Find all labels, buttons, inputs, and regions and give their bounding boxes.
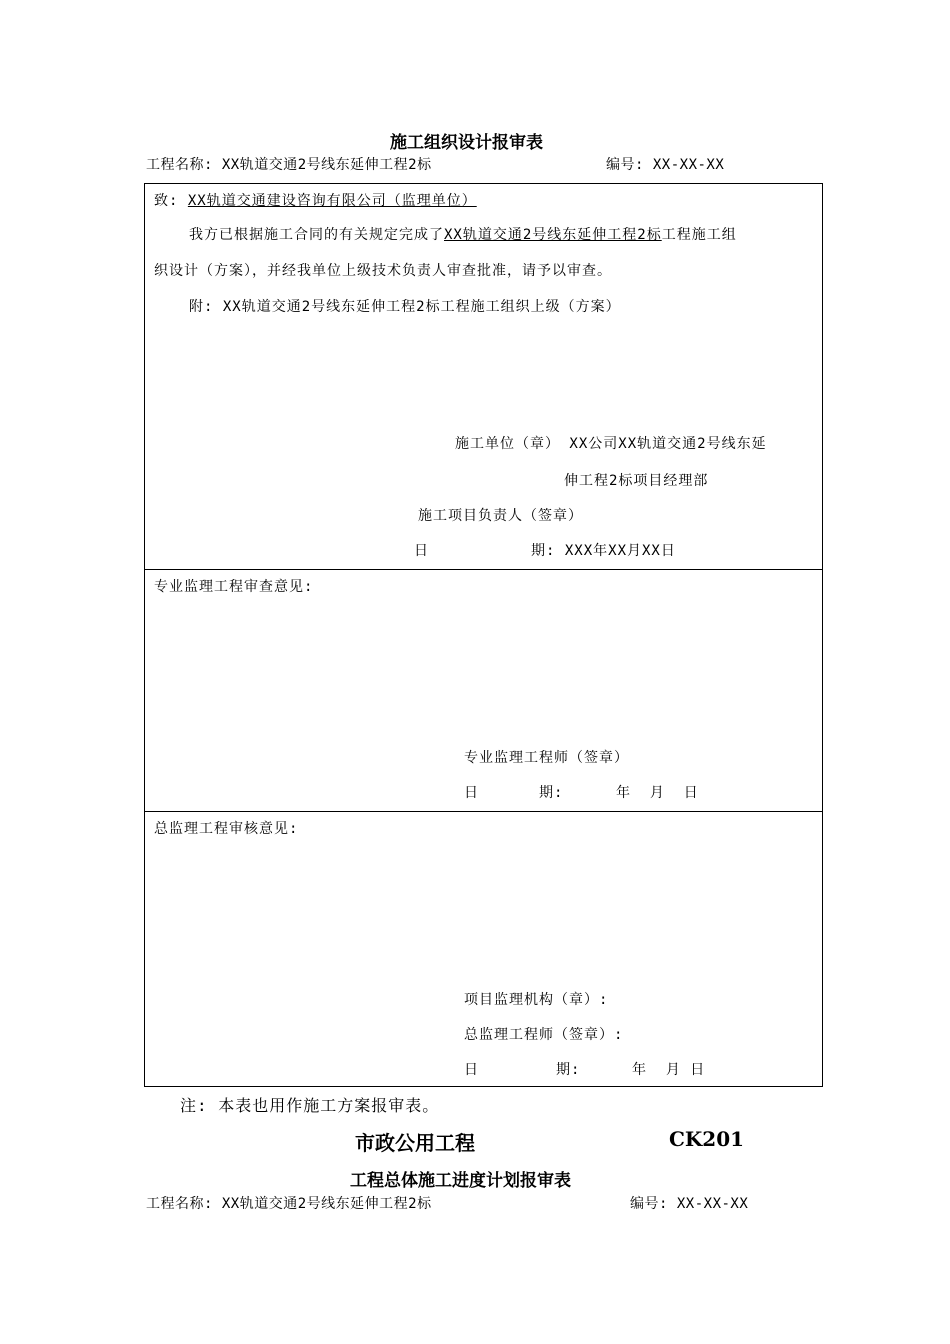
specialist-engineer-signature: 专业监理工程师（签章）: [464, 750, 629, 766]
chief-engineer-signature: 总监理工程师（签章）:: [464, 1027, 624, 1043]
specialist-review-heading: 专业监理工程审查意见:: [154, 579, 314, 595]
project-leader-signature: 施工项目负责人（签章）: [418, 508, 583, 524]
form-title: 施工组织设计报审表: [390, 133, 543, 153]
supervision-org-seal: 项目监理机构（章）:: [464, 992, 609, 1008]
supervision-unit: XX轨道交通建设咨询有限公司（监理单位）: [187, 193, 477, 209]
project-name: 工程名称: XX轨道交通2号线东延伸工程2标: [146, 1196, 432, 1212]
declaration-text: 我方已根据施工合同的有关规定完成了: [189, 227, 444, 243]
project-name: 工程名称: XX轨道交通2号线东延伸工程2标: [146, 157, 432, 173]
date-ymd: 年 月 日: [616, 785, 699, 801]
attachment: 附: XX轨道交通2号线东延伸工程2标工程施工组织上级（方案）: [189, 299, 621, 315]
addressee-prefix: 致:: [154, 193, 188, 209]
date-ymd: 年 月 日: [632, 1062, 706, 1078]
serial-number: 编号: XX-XX-XX: [630, 1196, 749, 1212]
section-divider: [144, 569, 823, 570]
declaration-text-suffix: 工程施工组: [661, 227, 737, 243]
date-label: 日: [464, 1062, 479, 1078]
declaration-line-2: 织设计（方案），并经我单位上级技术负责人审查批准，请予以审查。: [154, 263, 612, 279]
category-heading: 市政公用工程: [355, 1131, 475, 1155]
construction-unit-line-1: 施工单位（章） XX公司XX轨道交通2号线东延: [455, 436, 767, 452]
section-divider: [144, 811, 823, 812]
form-code: CK201: [669, 1127, 745, 1151]
form-note: 注: 本表也用作施工方案报审表。: [180, 1096, 440, 1115]
serial-number: 编号: XX-XX-XX: [606, 157, 725, 173]
declaration-line-1: [189, 224, 737, 244]
chief-review-heading: 总监理工程审核意见:: [154, 821, 299, 837]
review-form-table: [144, 183, 823, 1087]
construction-unit-line-2: 伸工程2标项目经理部: [564, 473, 709, 489]
declaration-project: XX轨道交通2号线东延伸工程2标: [444, 227, 662, 243]
date-value: 期: XXX年XX月XX日: [531, 543, 676, 559]
form-title: 工程总体施工进度计划报审表: [350, 1171, 571, 1191]
addressee: [154, 190, 477, 210]
date-label-2: 期:: [539, 785, 564, 801]
date-label: 日: [464, 785, 479, 801]
date-label: 日: [414, 543, 429, 559]
date-label-2: 期:: [556, 1062, 581, 1078]
